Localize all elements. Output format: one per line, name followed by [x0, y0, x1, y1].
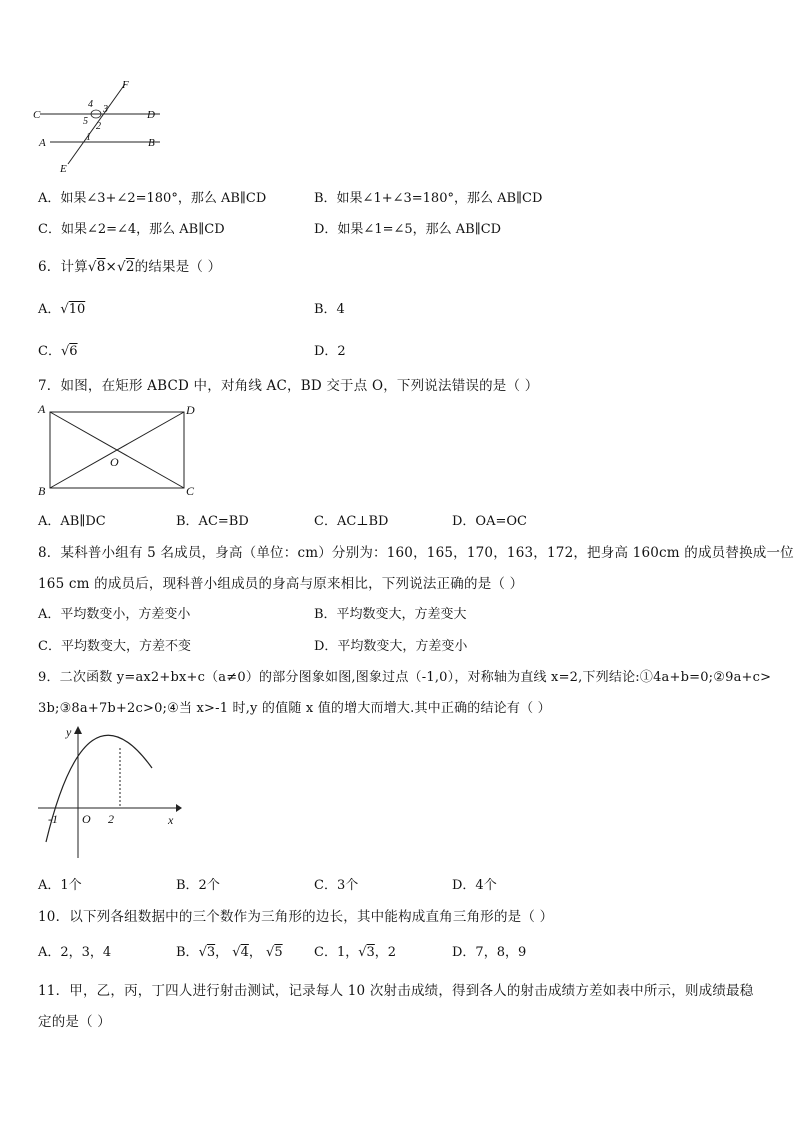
q8-stem-line1: 8．某科普小组有 5 名成员，身高（单位：cm）分别为：160，165，170，163，172，把身高 160cm 的成员替换成一位	[38, 545, 794, 561]
q7-option-c: C．AC⊥BD	[314, 514, 389, 529]
sqrt-icon: √	[198, 945, 207, 960]
q6-option-a-value: 10	[68, 302, 86, 317]
q9-option-d: D．4个	[452, 878, 497, 893]
figure-parallel-lines	[30, 76, 170, 176]
q10-option-c-tail: ，2	[374, 945, 397, 960]
q6-stem-prefix: 6．计算	[38, 259, 88, 275]
q6-option-d: D．2	[314, 344, 346, 359]
label-c: C	[33, 109, 41, 121]
q7-option-a: A．AB∥DC	[38, 514, 106, 529]
q5-option-c: C．如果∠2=∠4，那么 AB∥CD	[38, 222, 225, 237]
q9-option-b: B．2个	[176, 878, 220, 893]
q6-option-c	[38, 340, 78, 359]
q9-option-a: A．1个	[38, 878, 82, 893]
label-angle4: 4	[88, 99, 93, 110]
q6-option-c-value: 6	[69, 344, 78, 359]
q5-option-d: D．如果∠1=∠5，那么 AB∥CD	[314, 222, 502, 237]
q7-option-b: B．AC=BD	[176, 514, 249, 529]
q6-option-c-label: C．	[38, 344, 61, 359]
q6-stem	[38, 255, 221, 275]
q6-option-a-label: A．	[38, 302, 61, 317]
q11-stem-line2: 定的是（ ）	[38, 1014, 111, 1030]
figure-rectangle	[34, 400, 204, 500]
label-d: D	[147, 109, 155, 121]
q8-option-b: B．平均数变大，方差变大	[314, 607, 467, 622]
q10-option-b-v2: 4	[240, 945, 249, 960]
sqrt-icon: √	[60, 344, 70, 359]
label-a: A	[38, 402, 46, 416]
label-d: D	[186, 403, 195, 417]
q6-stem-times: ×	[105, 259, 118, 275]
label-angle5: 5	[83, 116, 88, 127]
q10-option-b	[176, 941, 283, 960]
q7-option-d: D．OA=OC	[452, 514, 527, 529]
label-angle3: 3	[103, 104, 108, 115]
figure-parabola-graph	[34, 722, 184, 862]
q10-option-c-value: 3	[366, 945, 375, 960]
q10-option-d: D．7，8，9	[452, 945, 527, 960]
q8-option-a: A．平均数变小，方差变小	[38, 607, 191, 622]
x-axis-arrow-icon	[176, 804, 182, 812]
label-b: B	[148, 137, 155, 149]
sqrt-icon: √	[60, 302, 69, 317]
q9-stem-line2: 3b;③8a+7b+2c>0;④当 x>-1 时,y 的值随 x 值的增大而增大.其中正确的结论有（ ）	[38, 701, 551, 716]
separator: ，	[248, 945, 262, 960]
label-two: 2	[108, 812, 114, 826]
label-origin: O	[82, 812, 91, 826]
label-y: y	[66, 725, 72, 739]
label-x: x	[168, 813, 174, 827]
q9-option-c: C．3个	[314, 878, 359, 893]
label-b: B	[38, 484, 46, 498]
q10-option-b-label: B．	[176, 945, 199, 960]
y-axis-arrow-icon	[74, 726, 82, 734]
q10-option-c-label: C．1，	[314, 945, 359, 960]
q5-option-b: B．如果∠1+∠3=180°，那么 AB∥CD	[314, 191, 543, 206]
q7-stem: 7．如图，在矩形 ABCD 中，对角线 AC，BD 交于点 O，下列说法错误的是（ ）	[38, 378, 539, 394]
label-angle1: 1	[86, 132, 91, 143]
sqrt-icon: √	[117, 259, 126, 275]
q8-stem-line2: 165 cm 的成员后，现科普小组成员的身高与原来相比，下列说法正确的是（ ）	[38, 576, 524, 592]
q10-option-c	[314, 941, 396, 960]
q9-stem-line1: 9．二次函数 y=ax2+bx+c（a≠0）的部分图象如图,图象过点（-1,0），对称轴为直线 x=2,下列结论:①4a+b=0;②9a+c>	[38, 670, 772, 685]
q6-stem-radicand1: 8	[96, 259, 106, 275]
label-a: A	[39, 137, 46, 149]
q11-stem-line1: 11．甲，乙，丙，丁四人进行射击测试，记录每人 10 次射击成绩，得到各人的射击成绩方差如表中所示，则成绩最稳	[38, 983, 754, 999]
label-angle2: 2	[96, 121, 101, 132]
q6-option-a	[38, 298, 85, 317]
q10-option-b-v3: 5	[274, 945, 283, 960]
q8-option-c: C．平均数变大，方差不变	[38, 639, 191, 654]
label-c: C	[186, 484, 195, 498]
q10-stem: 10．以下列各组数据中的三个数作为三角形的边长，其中能构成直角三角形的是（ ）	[38, 909, 554, 925]
q6-option-b: B．4	[314, 302, 345, 317]
label-neg1: -1	[48, 812, 58, 826]
label-f: F	[122, 79, 129, 91]
sqrt-icon: √	[87, 259, 97, 275]
q6-stem-suffix: 的结果是（ ）	[134, 259, 222, 275]
sqrt-icon: √	[232, 945, 241, 960]
q5-option-a: A．如果∠3+∠2=180°，那么 AB∥CD	[38, 191, 267, 206]
sqrt-icon: √	[266, 945, 275, 960]
sqrt-icon: √	[358, 945, 367, 960]
q10-option-b-v1: 3	[206, 945, 216, 960]
separator: ，	[215, 945, 229, 960]
q8-option-d: D．平均数变大，方差变小	[314, 639, 468, 654]
q6-stem-radicand2: 2	[125, 259, 135, 275]
label-e: E	[60, 163, 67, 175]
label-o: O	[110, 455, 119, 469]
parabola-curve	[46, 735, 152, 842]
q10-option-a: A．2，3，4	[38, 945, 112, 960]
